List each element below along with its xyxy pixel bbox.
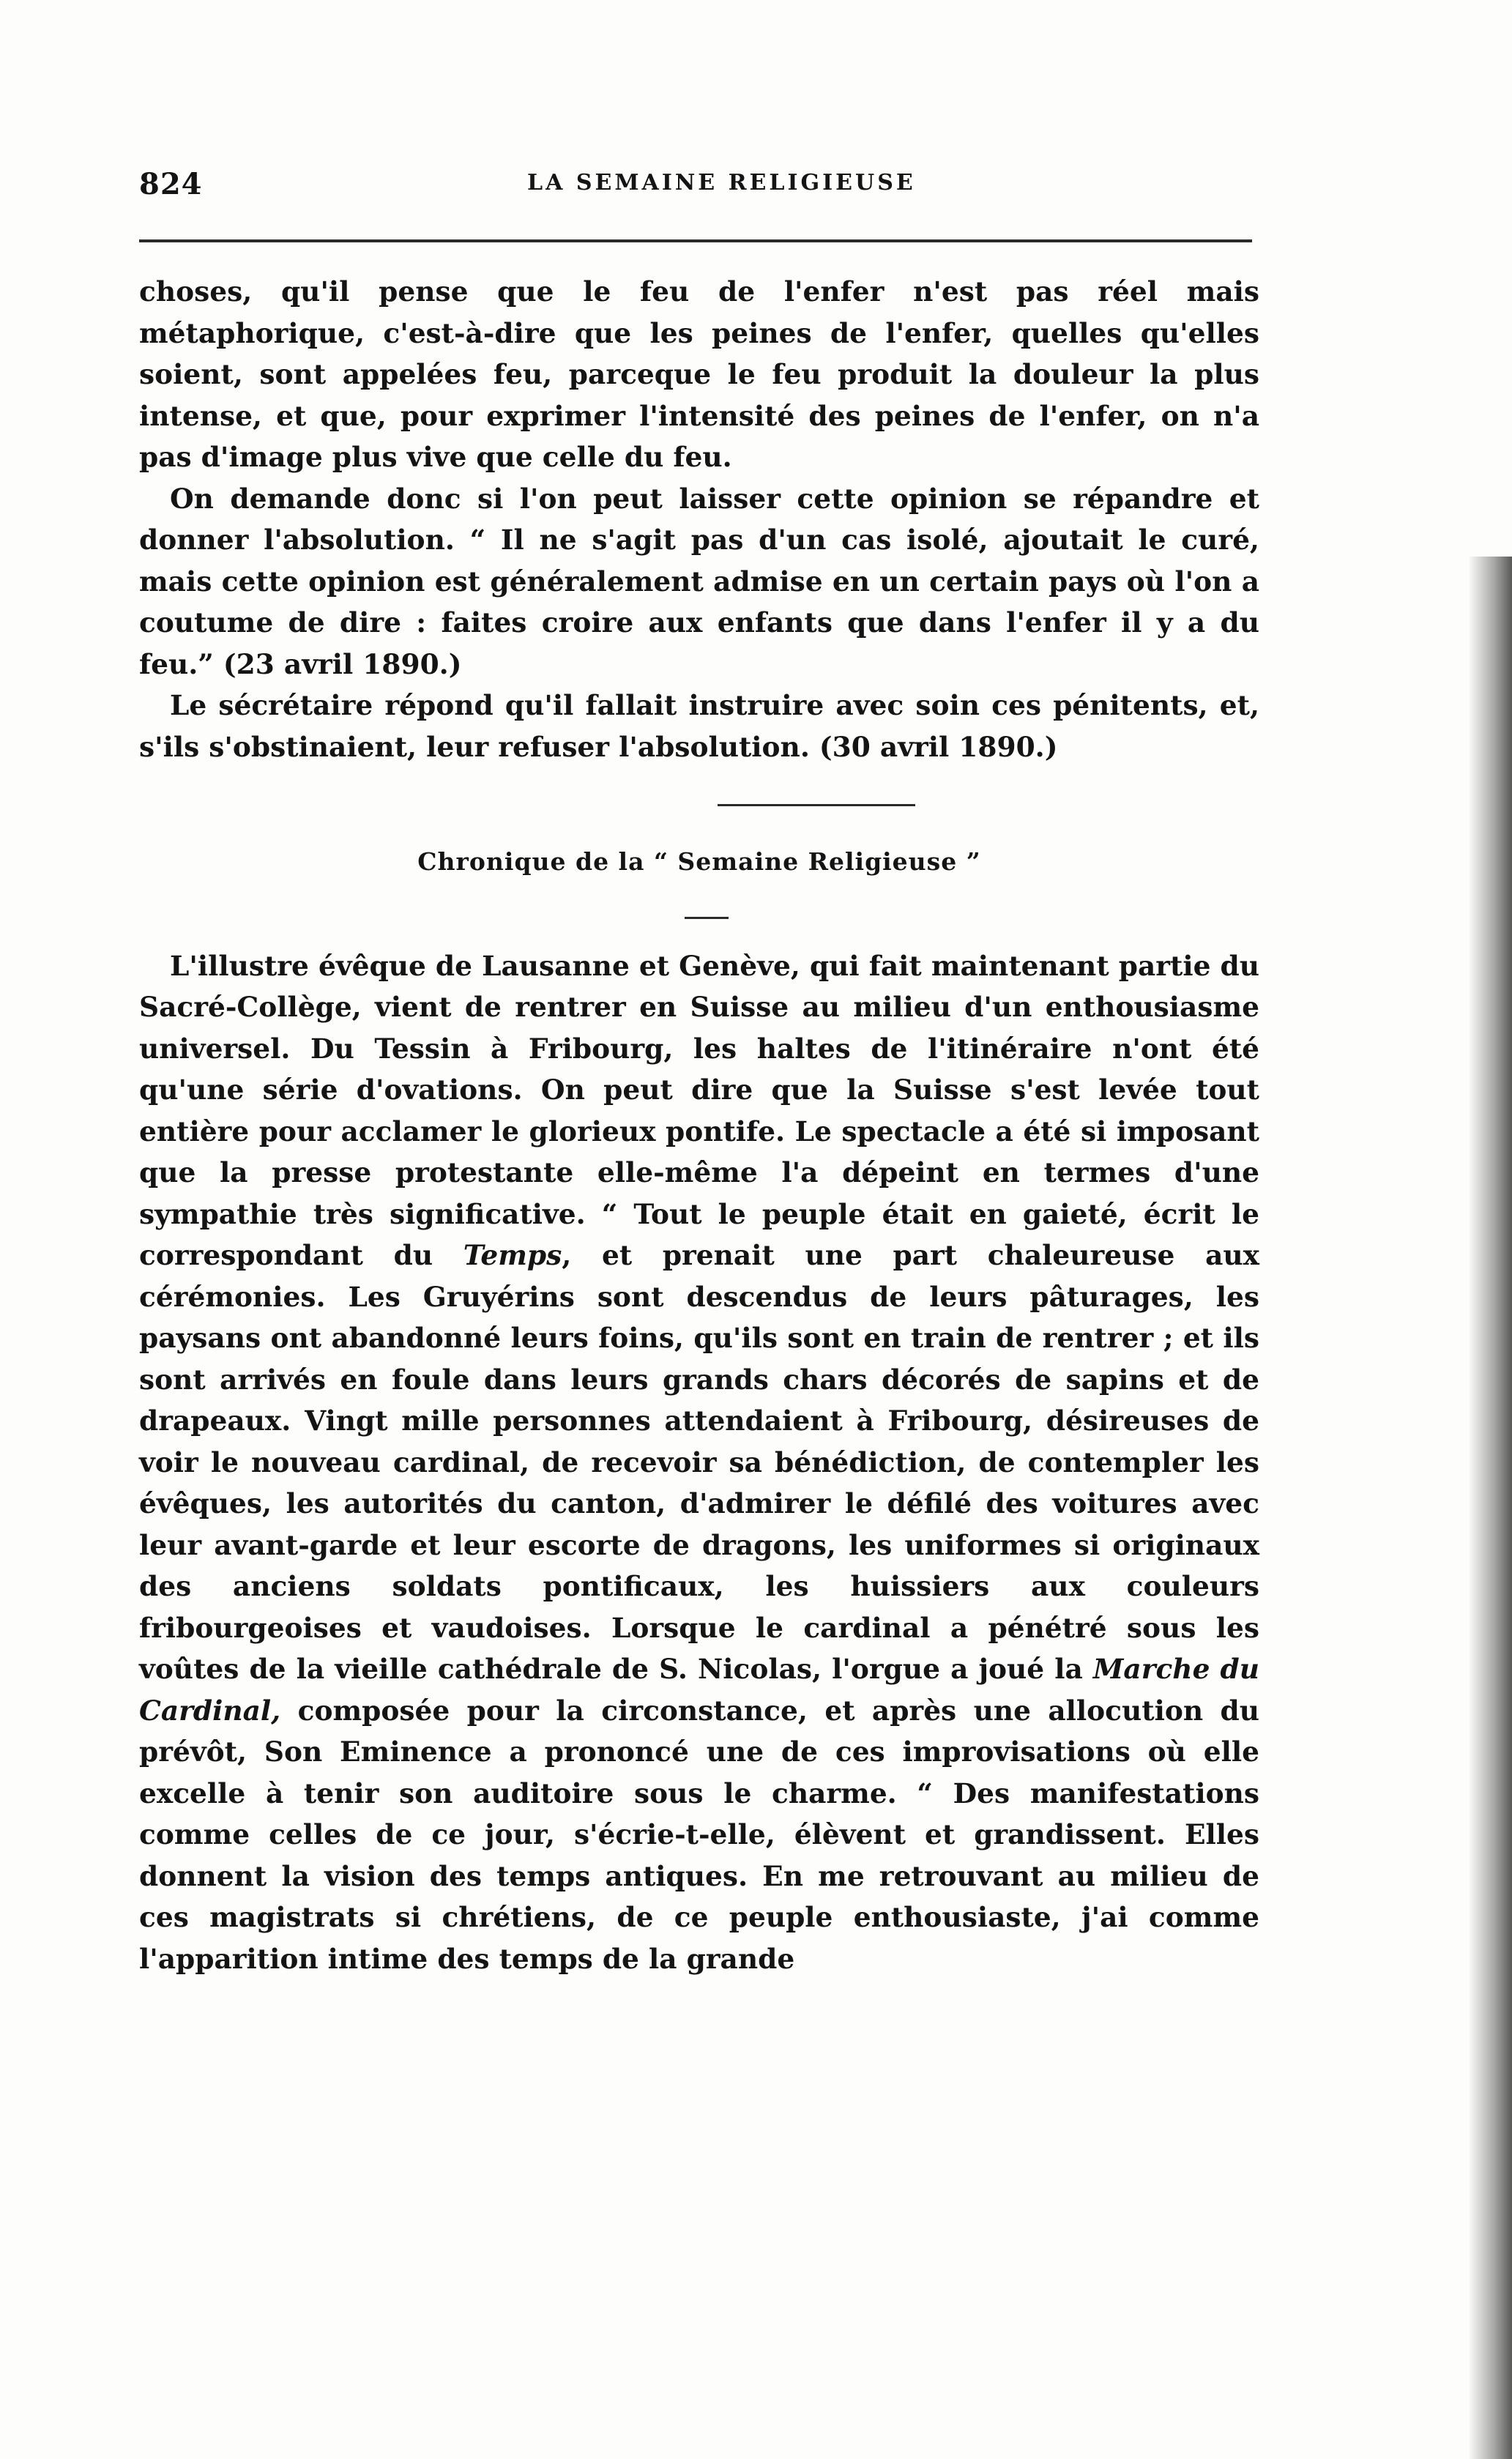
chronique-text-2: , et prenait une part chaleureuse aux cérémonies. Les Gruyérins sont descendus de leurs pâturages, les paysans ont abandonné leurs foins, qu'ils sont en train de rentrer ; et ils sont arrivés en foule dans leurs grands chars décorés de sapins et de drapeaux. Vingt mille personnes attendaient à Fribourg, désireuses de voir le nouveau cardinal, de recevoir sa bénédiction, de contempler les évêques, les autorités du canton, d'admirer le défilé des voitures avec leur avant-garde et leur escorte de dragons, les uniformes si originaux des anciens soldats pontificaux, les huissiers aux couleurs fribourgeoises et vaudoises. Lorsque le cardinal a pénétré sous les voûtes de la vieille cathédrale de S. Nicolas, l'orgue a joué la xyxy=(139,1239,1259,1685)
paragraph-continuation: choses, qu'il pense que le feu de l'enfer n'est pas réel mais métaphorique, c'est-à-dire que les peines de l'enfer, quelles qu'elles soient, sont appelées feu, parceque le feu produit la douleur la plus intense, et que, pour exprimer l'intensité des peines de l'enfer, on n'a pas d'image plus vive que celle du feu. xyxy=(139,275,1259,473)
newspaper-title: Temps xyxy=(463,1239,562,1271)
chronique-text-1: L'illustre évêque de Lausanne et Genève, qui fait maintenant partie du Sacré-Collège, vient de rentrer en Suisse au milieu d'un enthousiasme universel. Du Tessin à Fribourg, les haltes de l'itinéraire n'ont été qu'une série d'ovations. On peut dire que la Suisse s'est levée tout entière pour acclamer le glorieux pontife. Le spectacle a été si imposant que la presse protestante elle-même l'a dépeint en termes d'une sympathie très significative. “ Tout le peuple était en gaieté, écrit le correspondant du xyxy=(139,949,1259,1271)
music-title: Marche du Cardinal, xyxy=(139,1653,1260,1727)
running-title: LA SEMAINE RELIGIEUSE xyxy=(527,170,916,196)
section-divider xyxy=(718,804,915,806)
chronique-paragraph xyxy=(139,945,1259,1980)
chronique-text-3: composée pour la circonstance, et après une allocution du prévôt, Son Eminence a prononcé une de ces improvisations où elle excelle à tenir son auditoire sous le charme. “ Des manifestations comme celles de ce jour, s'écrie-t-elle, élèvent et grandissent. Elles donnent la vision des temps antiques. En me retrouvant au milieu de ces magistrats si chrétiens, de ce peuple enthousiaste, j'ai comme l'apparition intime des temps de la grande xyxy=(139,1694,1259,1975)
page-edge-shadow xyxy=(1468,557,1512,2459)
section-title: Chronique de la “ Semaine Religieuse ” xyxy=(417,847,981,876)
paragraph-answer: Le sécrétaire répond qu'il fallait instruire avec soin ces pénitents, et, s'ils s'obstinaient, leur refuser l'absolution. (30 avril 1890.) xyxy=(139,689,1259,763)
body-text xyxy=(139,271,1259,1979)
page-number: 824 xyxy=(139,167,203,201)
header-rule xyxy=(139,239,1252,242)
title-dash xyxy=(685,917,729,919)
paragraph-question: On demande donc si l'on peut laisser cette opinion se répandre et donner l'absolution. “ Il ne s'agit pas d'un cas isolé, ajoutait le curé, mais cette opinion est généralement admise en un certain pays où l'on a coutume de dire : faites croire aux enfants que dans l'enfer il y a du feu.” (23 avril 1890.) xyxy=(139,482,1259,680)
page-header xyxy=(132,167,1252,211)
